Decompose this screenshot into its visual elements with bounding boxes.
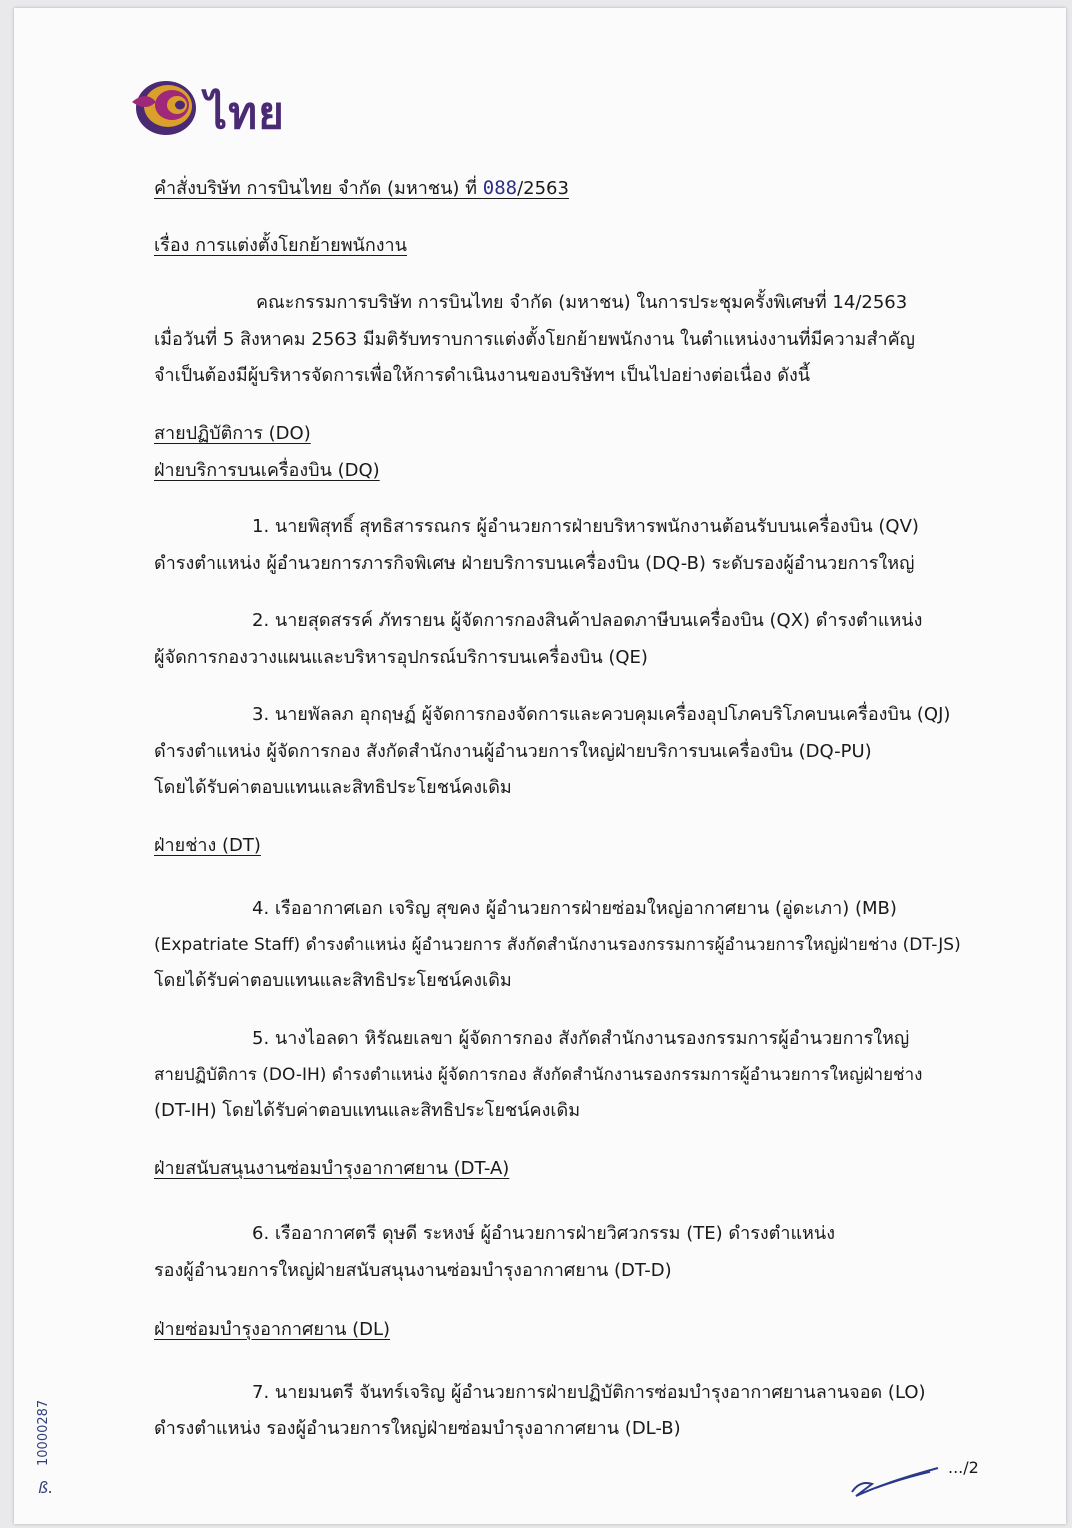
order-prefix: คำสั่งบริษัท การบินไทย จำกัด (มหาชน) ที่ <box>154 178 478 199</box>
section-heading: ฝ่ายช่าง (DT) <box>154 835 261 856</box>
item-line: 2. นายสุดสรรค์ ภัทรายน ผู้จัดการกองสินค้าปลอดภาษีบนเครื่องบิน (QX) ดำรงตำแหน่ง <box>252 610 923 631</box>
item-line: รองผู้อำนวยการใหญ่ฝ่ายสนับสนุนงานซ่อมบำรุงอากาศยาน (DT-D) <box>154 1260 672 1281</box>
item-line: ดำรงตำแหน่ง ผู้อำนวยการภารกิจพิเศษ ฝ่ายบริการบนเครื่องบิน (DQ-B) ระดับรองผู้อำนวยการใหญ่ <box>154 553 915 574</box>
logo-wordmark: ไทย <box>205 88 285 139</box>
item-line: โดยได้รับค่าตอบแทนและสิทธิประโยชน์คงเดิม <box>154 777 512 798</box>
item-line: ดำรงตำแหน่ง รองผู้อำนวยการใหญ่ฝ่ายซ่อมบำรุงอากาศยาน (DL-B) <box>154 1418 681 1439</box>
item-line: (DT-IH) โดยได้รับค่าตอบแทนและสิทธิประโยชน์คงเดิม <box>154 1100 581 1121</box>
section-heading: สายปฏิบัติการ (DO) <box>154 423 311 444</box>
intro-line: เมื่อวันที่ 5 สิงหาคม 2563 มีมติรับทราบการแต่งตั้งโยกย้ายพนักงาน ในตำแหน่งงานที่มีความสำคัญ <box>154 329 916 350</box>
section-heading: ฝ่ายบริการบนเครื่องบิน (DQ) <box>154 460 380 481</box>
item-line: 4. เรืออากาศเอก เจริญ สุขคง ผู้อำนวยการฝ่ายซ่อมใหญ่อากาศยาน (อู่ดะเภา) (MB) <box>252 898 897 919</box>
section-heading: ฝ่ายซ่อมบำรุงอากาศยาน (DL) <box>154 1319 391 1340</box>
order-heading <box>154 176 569 201</box>
initial-stamp: ß. <box>38 1478 54 1497</box>
intro-line: คณะกรรมการบริษัท การบินไทย จำกัด (มหาชน) ในการประชุมครั้งพิเศษที่ 14/2563 <box>256 292 908 313</box>
subject-line: เรื่อง การแต่งตั้งโยกย้ายพนักงาน <box>154 235 407 256</box>
item-line: ดำรงตำแหน่ง ผู้จัดการกอง สังกัดสำนักงานผู้อำนวยการใหญ่ฝ่ายบริการบนเครื่องบิน (DQ-PU) <box>154 741 872 762</box>
item-line: 5. นางไอลดา หิรัณยเลขา ผู้จัดการกอง สังกัดสำนักงานรองกรรมการผู้อำนวยการใหญ่ <box>252 1028 910 1049</box>
signature <box>846 1460 946 1500</box>
item-line: 6. เรืออากาศตรี ดุษดี ระหงษ์ ผู้อำนวยการฝ่ายวิศวกรรม (TE) ดำรงตำแหน่ง <box>252 1223 836 1244</box>
order-suffix: /2563 <box>517 178 569 199</box>
page-continuation: .../2 <box>948 1458 979 1477</box>
section-heading: ฝ่ายสนับสนุนงานซ่อมบำรุงอากาศยาน (DT-A) <box>154 1158 510 1179</box>
item-line: (Expatriate Staff) ดำรงตำแหน่ง ผู้อำนวยการ สังกัดสำนักงานรองกรรมการผู้อำนวยการใหญ่ฝ่ายช่าง (DT-JS) <box>154 935 961 955</box>
item-line: 7. นายมนตรี จันทร์เจริญ ผู้อำนวยการฝ่ายปฏิบัติการซ่อมบำรุงอากาศยานลานจอด (LO) <box>252 1382 926 1403</box>
document-id: 10000287 <box>36 1399 51 1466</box>
order-number: 088 <box>482 177 518 199</box>
item-line: ผู้จัดการกองวางแผนและบริหารอุปกรณ์บริการบนเครื่องบิน (QE) <box>154 647 648 668</box>
item-line: 1. นายพิสุทธิ์ สุทธิสารรณกร ผู้อำนวยการฝ่ายบริหารพนักงานต้อนรับบนเครื่องบิน (QV) <box>252 516 919 537</box>
intro-line: จำเป็นต้องมีผู้บริหารจัดการเพื่อให้การดำเนินงานของบริษัทฯ เป็นไปอย่างต่อเนื่อง ดังนี้ <box>154 365 811 386</box>
item-line: 3. นายพัลลภ อุกฤษฏ์ ผู้จัดการกองจัดการและควบคุมเครื่องอุปโภคบริโภคบนเครื่องบิน (QJ) <box>252 704 951 725</box>
item-line: สายปฏิบัติการ (DO-IH) ดำรงตำแหน่ง ผู้จัดการกอง สังกัดสำนักงานรองกรรมการผู้อำนวยการใหญ่ฝ่ายช่าง <box>154 1065 923 1085</box>
item-line: โดยได้รับค่าตอบแทนและสิทธิประโยชน์คงเดิม <box>154 970 512 991</box>
